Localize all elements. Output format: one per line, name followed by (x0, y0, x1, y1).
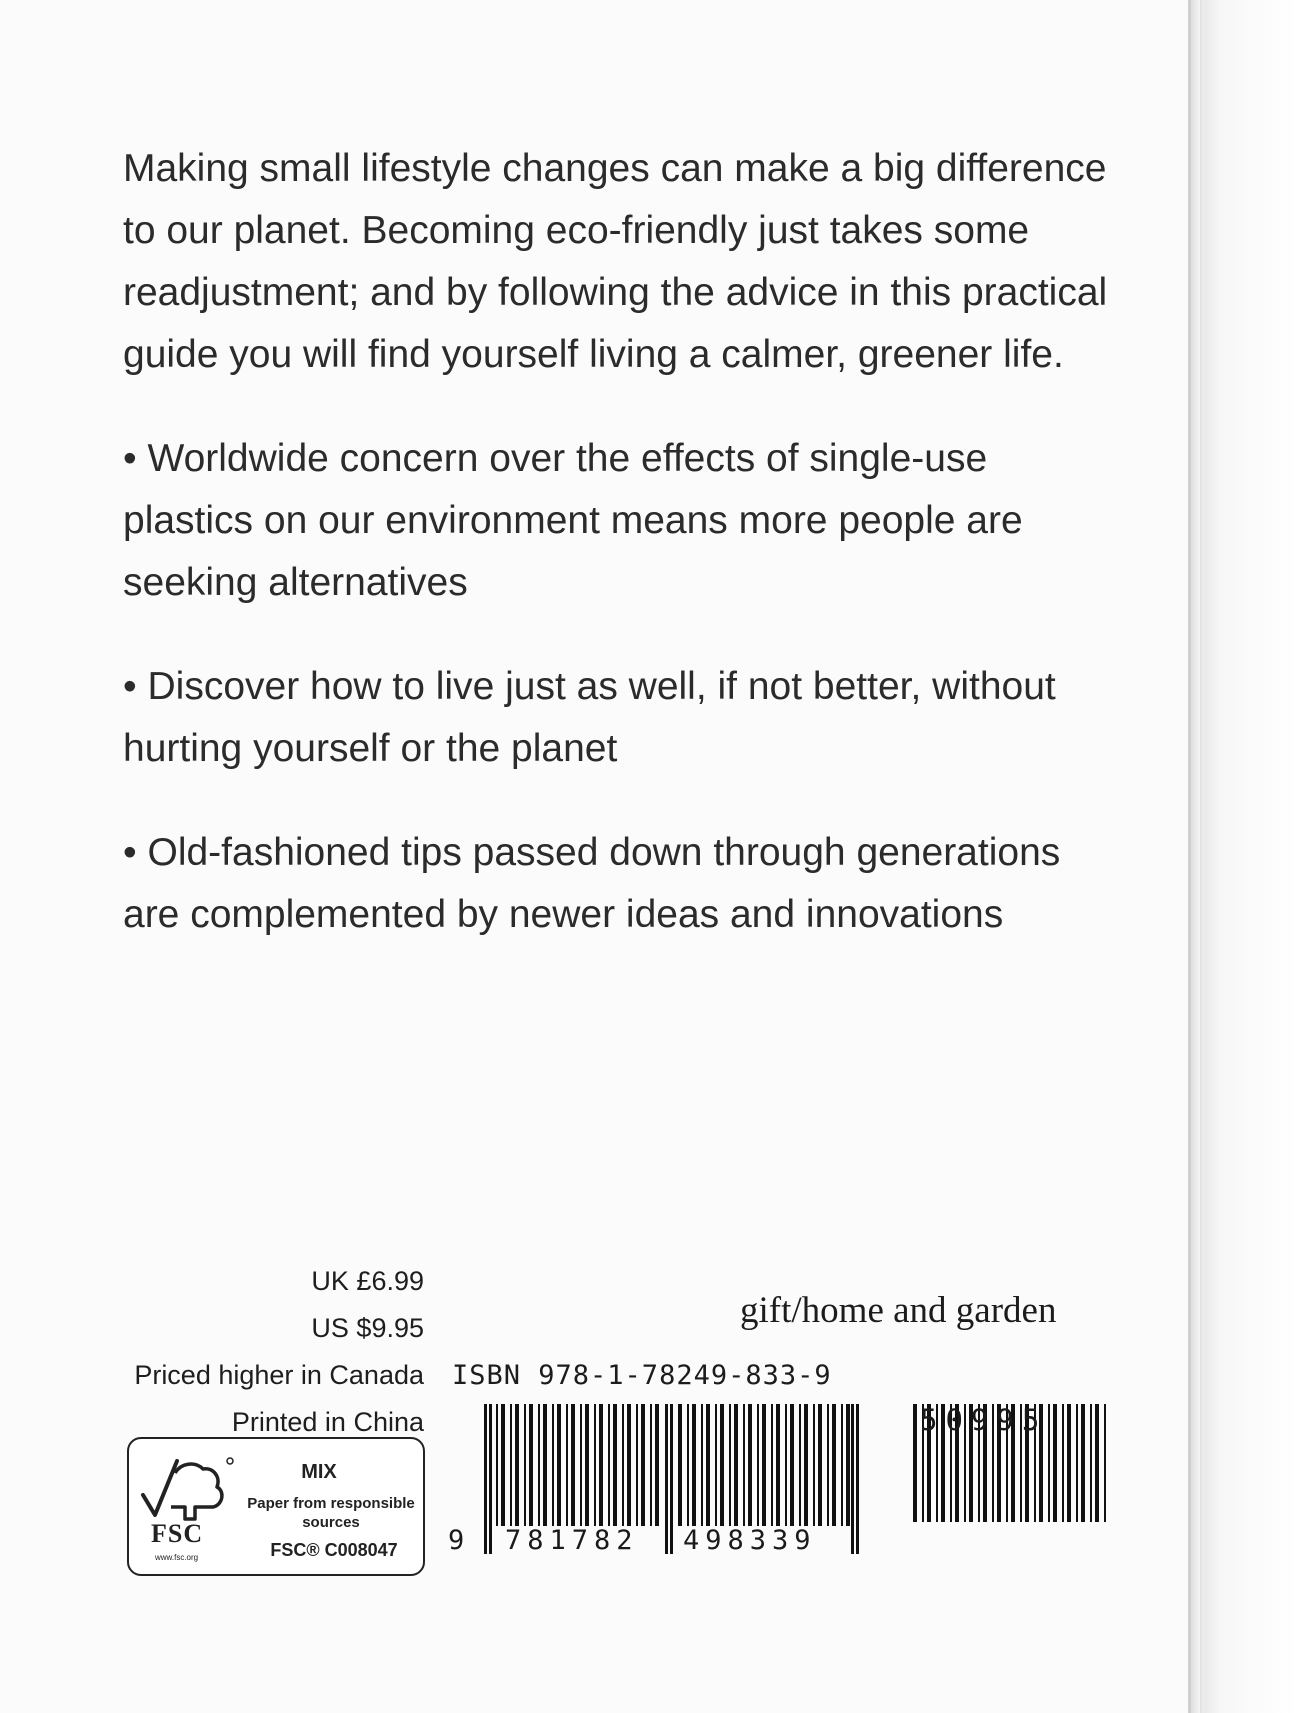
barcode-bar (743, 1404, 745, 1526)
barcode-bar (729, 1404, 731, 1526)
barcode-bar (599, 1404, 603, 1526)
barcode-bar (1053, 1404, 1057, 1522)
barcode-bar (790, 1404, 794, 1526)
barcode-bar (1095, 1404, 1099, 1522)
barcode-bar (580, 1404, 582, 1526)
fsc-paper-sources: Paper from responsible sources (247, 1495, 415, 1531)
fsc-tree-checkmark-icon (137, 1453, 237, 1568)
fsc-url: www.fsc.org (155, 1553, 199, 1562)
cover-edge-highlight (1200, 0, 1202, 1713)
barcode-bar (585, 1404, 589, 1526)
price-block (134, 1258, 424, 1446)
barcode-bar (510, 1404, 512, 1526)
barcode-bar (841, 1404, 843, 1526)
barcode-bar (785, 1404, 787, 1526)
barcode-bar (655, 1404, 659, 1526)
barcode-bar (715, 1404, 717, 1526)
blurb-bullet-3: • Old-fashioned tips passed down through generations are complemented by newer ideas and innovations (123, 831, 1061, 936)
printed-in: Printed in China (231, 1407, 424, 1437)
barcode-bar (1062, 1404, 1064, 1522)
barcode-bar (650, 1404, 652, 1526)
book-spine-edge (1190, 0, 1297, 1713)
barcode-bar (636, 1404, 638, 1526)
barcode-bar (687, 1404, 689, 1526)
barcode-bar (613, 1404, 617, 1526)
barcode-bar (552, 1404, 554, 1526)
barcode-bar (748, 1404, 752, 1526)
fsc-label (127, 1437, 425, 1576)
barcode-bar (1090, 1404, 1092, 1522)
back-cover-blurb (123, 138, 1123, 988)
barcode-guard-bar (484, 1404, 487, 1554)
barcode-guard-bar (665, 1404, 668, 1554)
fsc-wordmark: FSC (151, 1519, 204, 1548)
book-category: gift/home and garden (740, 1290, 1057, 1331)
barcode-bar (622, 1404, 624, 1526)
barcode-bar (813, 1404, 815, 1526)
barcode-bar (734, 1404, 738, 1526)
barcode-bar (771, 1404, 773, 1526)
barcode-bar (757, 1404, 759, 1526)
barcode-bar (913, 1404, 917, 1522)
barcode-bar (804, 1404, 808, 1526)
barcode-bar (678, 1404, 682, 1526)
barcode-right-group: 498339 (683, 1525, 817, 1556)
barcode-bar (566, 1404, 568, 1526)
barcode-bar (776, 1404, 780, 1526)
barcode-guard-bar (856, 1404, 859, 1554)
barcode-bar (571, 1404, 575, 1526)
barcode-bar (594, 1404, 596, 1526)
barcode-bar (720, 1404, 724, 1526)
barcode-bar (557, 1404, 561, 1526)
blurb-bullet-2: • Discover how to live just as well, if not better, without hurting yourself or the planet (123, 665, 1056, 770)
barcode-bar (515, 1404, 519, 1526)
barcode-bar (529, 1404, 533, 1526)
barcode-bar (1081, 1404, 1085, 1522)
fsc-mix-label: MIX (301, 1461, 337, 1483)
fsc-license-code: FSC® C008047 (270, 1540, 398, 1560)
barcode-guard-bar (489, 1404, 492, 1554)
blurb-intro: Making small lifestyle changes can make a big difference to our planet. Becoming eco-friendly just takes some readjustment; and by following the advice in this practical guide you will find yourself living a calmer, greener life. (123, 147, 1108, 376)
barcode-bar (501, 1404, 505, 1526)
barcode-bar (818, 1404, 822, 1526)
cover-edge-shadow (1188, 0, 1191, 1713)
barcode-bar (701, 1404, 703, 1526)
barcode-bar (827, 1404, 829, 1526)
barcode-bar (799, 1404, 801, 1526)
barcode-bar (1067, 1404, 1071, 1522)
barcode-guard-bar (670, 1404, 673, 1554)
barcode-left-group: 781782 (505, 1525, 639, 1556)
barcode-guard-bar (851, 1404, 854, 1554)
price-uk: UK £6.99 (311, 1266, 424, 1296)
barcode-bar (608, 1404, 610, 1526)
barcode-bar (832, 1404, 836, 1526)
barcode-bar (538, 1404, 540, 1526)
barcode-bar (1076, 1404, 1078, 1522)
barcode-bar (1104, 1404, 1106, 1522)
barcode-bar (762, 1404, 766, 1526)
barcode-bar (496, 1404, 498, 1526)
barcode-bar (692, 1404, 696, 1526)
barcode-bar (524, 1404, 526, 1526)
isbn-text: ISBN 978-1-78249-833-9 (452, 1360, 832, 1391)
barcode-lead-digit: 9 (448, 1525, 471, 1556)
price-canada-note: Priced higher in Canada (134, 1360, 424, 1390)
barcode-bar (627, 1404, 631, 1526)
barcode-bar (1048, 1404, 1050, 1522)
barcode-bar (846, 1404, 850, 1526)
barcode-bar (543, 1404, 547, 1526)
barcode-bar (641, 1404, 645, 1526)
blurb-bullet-1: • Worldwide concern over the effects of single-use plastics on our environment means more people are seeking alternatives (123, 437, 1023, 604)
barcode-bar (706, 1404, 710, 1526)
barcode-addon-digits: 50995 (920, 1403, 1048, 1437)
price-us: US $9.95 (311, 1313, 424, 1343)
